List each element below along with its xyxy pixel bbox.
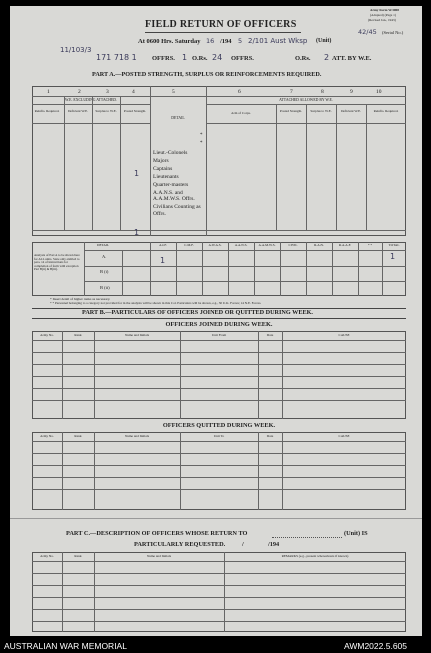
col-arm-of-corps: Arm of Corps. — [231, 111, 251, 115]
analysis-col-detail: DETAIL — [97, 243, 109, 247]
joined-col-unit-from: Unit From — [211, 333, 227, 337]
analysis-total-handwritten: 1 — [390, 252, 396, 261]
rank-quartermasters: Quarter-masters — [153, 181, 189, 188]
title-underline — [145, 32, 301, 33]
col-number-8: 8 — [321, 89, 324, 95]
part-c-unit-is: (Unit) IS — [344, 530, 368, 537]
offrs-count-handwritten: 1 — [182, 53, 188, 62]
offrs-label: OFFRS. — [152, 55, 175, 62]
quitted-title: OFFICERS QUITTED DURING WEEK. — [162, 422, 276, 429]
col-number-3: 3 — [106, 89, 109, 95]
partc-col-army-no: Army No. — [40, 554, 54, 558]
joined-col-cause: CAUSE — [338, 333, 350, 337]
att-by-we-label: ATT. BY W.E. — [332, 55, 372, 62]
rank-captains: Captains — [153, 165, 173, 172]
joined-table — [32, 331, 406, 419]
col-att-posted-strength: Posted Strength. — [279, 109, 303, 113]
analysis-col-other: * * — [367, 243, 373, 247]
at-hours-label: At 0600 Hrs. Saturday — [138, 38, 201, 45]
left-handwritten-ref: 11/103/3 — [60, 46, 92, 54]
asterisk-1: * — [200, 133, 203, 138]
analysis-col-civil: CIVIL — [288, 243, 298, 247]
analysis-aif-handwritten: 1 — [160, 256, 166, 265]
col-att-deficient-we: Deficient W.E. — [340, 109, 362, 113]
serial-label: (Serial No.) — [382, 30, 404, 35]
analysis-col-awas: A.W.A.S. — [208, 243, 222, 247]
col-number-5: 5 — [172, 89, 175, 95]
adapted-label: (Adapted) (Page 1) — [370, 13, 396, 17]
year-handwritten: 5 — [238, 37, 243, 45]
ors-att-label: O.Rs. — [295, 55, 311, 62]
we-excluding-attached: W.E. EXCLUDING ATTACHED. — [65, 98, 117, 102]
footer-institution: AUSTRALIAN WAR MEMORIAL — [4, 641, 127, 651]
col-att-surplus-we: Surplus to W.E. — [310, 109, 332, 113]
part-c-table — [32, 552, 406, 632]
form-title: FIELD RETURN OF OFFICERS — [145, 19, 297, 30]
analysis-row-bi: B (i) — [100, 269, 109, 274]
quitted-col-unit-to: Unit To — [213, 434, 225, 438]
col-deficient-we: Deficient W.E. — [67, 109, 89, 113]
quitted-col-cause: CAUSE — [338, 434, 350, 438]
analysis-col-raaf: R.A.A.F. — [338, 243, 352, 247]
offrs-att-label: OFFRS. — [231, 55, 254, 62]
part-c-year: /194 — [268, 541, 280, 548]
detail-header: DETAIL — [171, 116, 185, 120]
army-form-number: Army Form W.3008 — [370, 8, 399, 12]
analysis-col-aif: A.I.F. — [159, 243, 167, 247]
col-reinfts-required: Reinfts. Required. — [34, 109, 60, 113]
col-number-7: 7 — [290, 89, 293, 95]
rank-list — [153, 150, 207, 217]
analysis-col-aamws: A.A.M.W.S. — [258, 243, 276, 247]
asterisk-2: * — [200, 141, 203, 146]
analysis-label: Analysis of Part A to be shown here for ALL units. State only entitled to para. 14 of instructions for completion of form with exception Part B(ii) & B(iii). — [34, 253, 80, 272]
quitted-col-rank: Rank — [74, 434, 82, 438]
rank-aans-aamws: A.A.N.S. and A.A.M.W.S. Offrs. — [153, 189, 195, 203]
unit-label: (Unit) — [316, 38, 332, 44]
col-number-4: 4 — [132, 89, 135, 95]
serial-handwritten: 42/45 — [358, 28, 377, 36]
partc-col-rank: Rank — [74, 554, 82, 558]
col-number-1: 1 — [47, 89, 50, 95]
part-b-title: PART B.—PARTICULARS OF OFFICERS JOINED OR QUITTED DURING WEEK. — [82, 309, 313, 316]
unit-handwritten: 2/101 Aust Wksp — [248, 37, 308, 45]
part-c-requested: PARTICULARLY REQUESTED. — [134, 541, 226, 548]
quitted-col-army-no: Army No. — [40, 434, 54, 438]
joined-col-army-no: Army No. — [40, 333, 54, 337]
analysis-row-a: A. — [102, 254, 107, 259]
ors-handwritten: 24 — [212, 53, 223, 62]
total-handwritten: 1 — [134, 228, 140, 237]
col-surplus-we: Surplus to W.E. — [95, 109, 117, 113]
joined-col-rank: Rank — [74, 333, 82, 337]
year-prefix: /194 — [220, 38, 232, 45]
rank-lieutenants: Lieutenants — [153, 173, 179, 180]
posted-strength-handwritten: 1 — [134, 169, 140, 178]
attached-allowed-by-we: ATTACHED ALLOWED BY W.E. — [279, 98, 333, 102]
footer-accession-number: AWM2022.5.605 — [344, 641, 407, 651]
part-c-date-slash: / — [242, 541, 244, 548]
partc-col-name: Name and Initials — [146, 554, 172, 558]
analysis-row-bii: B (ii) — [100, 285, 110, 290]
quitted-table — [32, 432, 406, 510]
col-att-reinfts-required: Reinfts. Required. — [373, 109, 399, 113]
analysis-col-total: TOTAL — [388, 243, 400, 247]
note-higher-ranks: * Insert detail of higher ranks as necessary. — [50, 297, 111, 301]
joined-title: OFFICERS JOINED DURING WEEK. — [165, 321, 273, 328]
col-posted-strength: Posted Strength. — [123, 109, 147, 113]
part-c-title: PART C.—DESCRIPTION OF OFFICERS WHOSE RETURN TO — [66, 530, 248, 537]
note-other-personnel: * * Personnel belonging to a category not provided for in the analysis will be shown in this Col. Particulars will be shown, e.g., 30 U.K. Forces; 14 N.E. Forces. — [50, 301, 262, 305]
joined-col-date: Date — [266, 333, 274, 337]
col-number-10: 10 — [376, 89, 382, 95]
partc-col-remarks: REMARKS (e.g., present whereabouts if known) — [281, 554, 349, 558]
quitted-col-date: Date — [266, 434, 274, 438]
col-number-6: 6 — [238, 89, 241, 95]
quitted-col-name: Name and Initials — [124, 434, 150, 438]
revised-label: (Revised Jan., 1943) — [368, 18, 396, 22]
offrs-handwritten: 171 718 1 — [96, 53, 137, 62]
form-page — [10, 6, 422, 636]
joined-col-name: Name and Initials — [124, 333, 150, 337]
rank-civilians: Civilians Counting as Offrs. — [153, 204, 201, 217]
col-number-9: 9 — [350, 89, 353, 95]
rank-lieut-colonels: Lieut.-Colonels — [153, 150, 188, 156]
analysis-col-aans: A.A.N.S. — [234, 243, 248, 247]
part-a-title: PART A.—POSTED STRENGTH, SURPLUS OR REINFORCEMENTS REQUIRED. — [92, 71, 322, 78]
ors-label: O.Rs. — [192, 55, 208, 62]
rank-majors: Majors — [153, 157, 169, 164]
analysis-col-ran: R.A.N. — [314, 243, 324, 247]
att-handwritten: 2 — [324, 53, 330, 62]
day-handwritten: 16 — [206, 37, 215, 45]
col-number-2: 2 — [78, 89, 81, 95]
analysis-col-cmf: C.M.F. — [184, 243, 194, 247]
